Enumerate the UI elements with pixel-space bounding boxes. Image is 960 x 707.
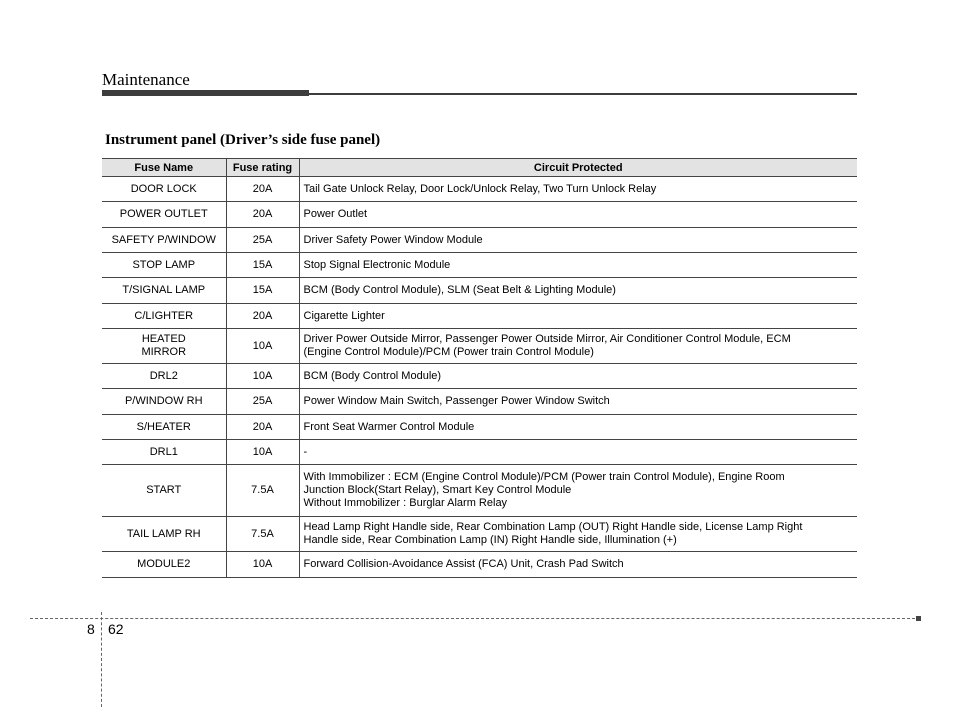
page-number: 62 xyxy=(108,621,124,637)
fuse-name-cell: C/LIGHTER xyxy=(102,304,226,329)
table-row xyxy=(102,364,857,389)
table-row xyxy=(102,228,857,253)
fuse-rating-cell: 7.5A xyxy=(226,517,299,552)
fuse-name-cell: MODULE2 xyxy=(102,552,226,578)
fuse-name-cell: P/WINDOW RH xyxy=(102,389,226,415)
table-header-row xyxy=(102,159,857,177)
table-row xyxy=(102,202,857,228)
fuse-table xyxy=(102,158,857,578)
circuit-protected-cell: Power Window Main Switch, Passenger Power Window Switch xyxy=(299,389,857,415)
chapter-number: 8 xyxy=(87,621,95,637)
fuse-rating-cell: 20A xyxy=(226,415,299,440)
table-row xyxy=(102,415,857,440)
fuse-name-cell: HEATED MIRROR xyxy=(102,329,226,364)
table-row xyxy=(102,389,857,415)
fuse-name-cell: SAFETY P/WINDOW xyxy=(102,228,226,253)
circuit-protected-cell: BCM (Body Control Module), SLM (Seat Belt & Lighting Module) xyxy=(299,278,857,304)
fuse-rating-cell: 10A xyxy=(226,364,299,389)
fuse-name-cell: T/SIGNAL LAMP xyxy=(102,278,226,304)
circuit-protected-cell: BCM (Body Control Module) xyxy=(299,364,857,389)
footer-marker xyxy=(916,616,921,621)
fuse-rating-cell: 20A xyxy=(226,304,299,329)
fuse-name-cell: DOOR LOCK xyxy=(102,177,226,202)
circuit-protected-cell: Power Outlet xyxy=(299,202,857,228)
circuit-protected-cell: Driver Power Outside Mirror, Passenger Power Outside Mirror, Air Conditioner Control Module, ECM (Engine Control Module)/PCM (Power train Control Module) xyxy=(299,329,857,364)
circuit-protected-cell: Front Seat Warmer Control Module xyxy=(299,415,857,440)
fuse-name-cell: START xyxy=(102,465,226,517)
column-header-circuit: Circuit Protected xyxy=(299,159,857,177)
fuse-rating-cell: 25A xyxy=(226,389,299,415)
table-row xyxy=(102,177,857,202)
fuse-name-cell: POWER OUTLET xyxy=(102,202,226,228)
fuse-rating-cell: 10A xyxy=(226,440,299,465)
fuse-name-cell: DRL1 xyxy=(102,440,226,465)
fuse-name-cell: S/HEATER xyxy=(102,415,226,440)
circuit-protected-cell: Head Lamp Right Handle side, Rear Combination Lamp (OUT) Right Handle side, License Lamp Right Handle side, Rear Combination Lamp (IN) Right Handle side, Illumination (+) xyxy=(299,517,857,552)
header-rule-thin xyxy=(309,93,857,95)
fuse-name-cell: DRL2 xyxy=(102,364,226,389)
column-header-fuse-rating: Fuse rating xyxy=(226,159,299,177)
fuse-rating-cell: 25A xyxy=(226,228,299,253)
circuit-protected-cell: Driver Safety Power Window Module xyxy=(299,228,857,253)
section-title: Maintenance xyxy=(102,70,190,89)
table-row xyxy=(102,304,857,329)
table-row xyxy=(102,253,857,278)
table-row xyxy=(102,440,857,465)
fuse-rating-cell: 20A xyxy=(226,177,299,202)
fuse-name-cell: TAIL LAMP RH xyxy=(102,517,226,552)
circuit-protected-cell: Tail Gate Unlock Relay, Door Lock/Unlock Relay, Two Turn Unlock Relay xyxy=(299,177,857,202)
fuse-rating-cell: 10A xyxy=(226,329,299,364)
circuit-protected-cell: Cigarette Lighter xyxy=(299,304,857,329)
fuse-rating-cell: 10A xyxy=(226,552,299,578)
fuse-rating-cell: 15A xyxy=(226,253,299,278)
page-title: Instrument panel (Driver’s side fuse panel) xyxy=(105,132,381,148)
circuit-protected-cell: - xyxy=(299,440,857,465)
circuit-protected-cell: Forward Collision-Avoidance Assist (FCA) Unit, Crash Pad Switch xyxy=(299,552,857,578)
table-row xyxy=(102,329,857,364)
circuit-protected-cell: Stop Signal Electronic Module xyxy=(299,253,857,278)
fuse-name-cell: STOP LAMP xyxy=(102,253,226,278)
column-header-fuse-name: Fuse Name xyxy=(102,159,226,177)
header-rule-thick xyxy=(102,90,309,96)
fuse-rating-cell: 20A xyxy=(226,202,299,228)
fuse-rating-cell: 15A xyxy=(226,278,299,304)
table-row xyxy=(102,517,857,552)
table-row xyxy=(102,552,857,578)
footer-divider xyxy=(101,612,102,707)
table-row xyxy=(102,465,857,517)
footer-rule xyxy=(30,618,920,619)
circuit-protected-cell: With Immobilizer : ECM (Engine Control Module)/PCM (Power train Control Module), Engine Room Junction Block(Start Relay), Smart Key Control Module Without Immobilizer : Burglar Alarm Relay xyxy=(299,465,857,517)
table-row xyxy=(102,278,857,304)
fuse-rating-cell: 7.5A xyxy=(226,465,299,517)
